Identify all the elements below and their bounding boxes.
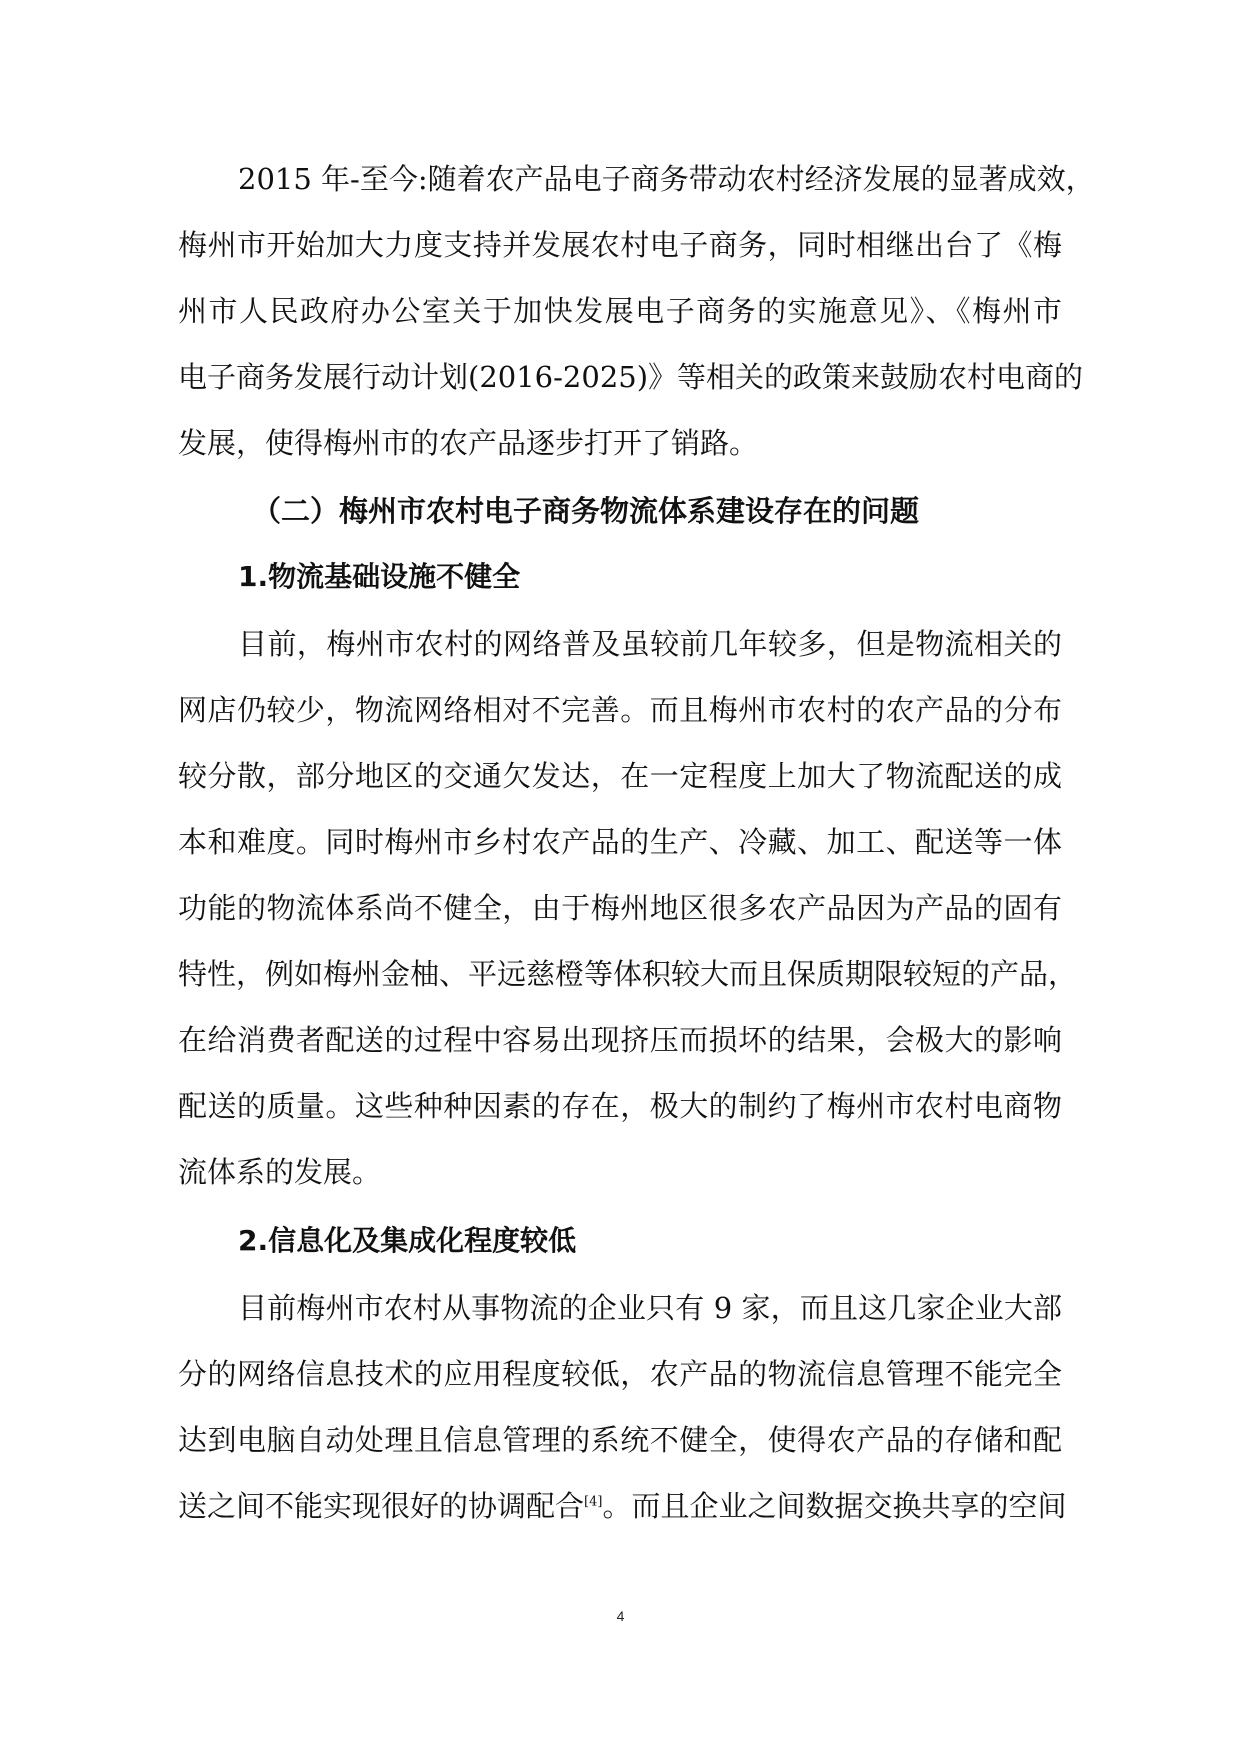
paragraph-line: 2015 年-至今:随着农产品电子商务带动农村经济发展的显著成效， [238,162,1095,196]
paragraph-line: 分的网络信息技术的应用程度较低，农产品的物流信息管理不能完全 [178,1357,1062,1391]
paragraph-line: 目前梅州市农村从事物流的企业只有 9 家，而且这几家企业大部 [238,1291,1062,1325]
paragraph-line: 流体系的发展。 [178,1155,382,1189]
paragraph-line: 配送的质量。这些种种因素的存在，极大的制约了梅州市农村电商物 [178,1089,1062,1123]
paragraph-line: 本和难度。同时梅州市乡村农产品的生产、冷藏、加工、配送等一体 [178,825,1062,859]
section-heading: （二）梅州市农村电子商务物流体系建设存在的问题 [252,494,920,528]
line-text: 。而且企业之间数据交换共享的空间 [602,1489,1067,1523]
paragraph-line: 州市人民政府办公室关于加快发展电子商务的实施意见》、《梅州市 [178,294,1062,328]
paragraph-line [178,1484,1067,1528]
subsection-heading: 2.信息化及集成化程度较低 [238,1224,577,1257]
paragraph-line: 发展，使得梅州市的农产品逐步打开了销路。 [178,426,759,460]
paragraph-line: 在给消费者配送的过程中容易出现挤压而损坏的结果，会极大的影响 [178,1023,1062,1057]
paragraph-line: 功能的物流体系尚不健全，由于梅州地区很多农产品因为产品的固有 [178,891,1062,925]
paragraph-line: 网店仍较少，物流网络相对不完善。而且梅州市农村的农产品的分布 [178,693,1062,727]
paragraph-line: 特性，例如梅州金柚、平远慈橙等体积较大而且保质期限较短的产品， [178,957,1078,991]
paragraph-line: 达到电脑自动处理且信息管理的系统不健全，使得农产品的存储和配 [178,1423,1062,1457]
page-number: 4 [616,1608,625,1624]
paragraph-line: 较分散，部分地区的交通欠发达，在一定程度上加大了物流配送的成 [178,759,1062,793]
citation-marker[interactable]: [4] [584,1494,603,1510]
paragraph-line: 梅州市开始加大力度支持并发展农村电子商务，同时相继出台了《梅 [178,228,1062,262]
line-text: 送之间不能实现很好的协调配合 [178,1489,585,1523]
paragraph-line: 电子商务发展行动计划(2016-2025)》等相关的政策来鼓励农村电商的 [178,360,1084,394]
paragraph-line: 目前，梅州市农村的网络普及虽较前几年较多，但是物流相关的 [238,627,1062,661]
subsection-heading: 1.物流基础设施不健全 [238,560,521,593]
